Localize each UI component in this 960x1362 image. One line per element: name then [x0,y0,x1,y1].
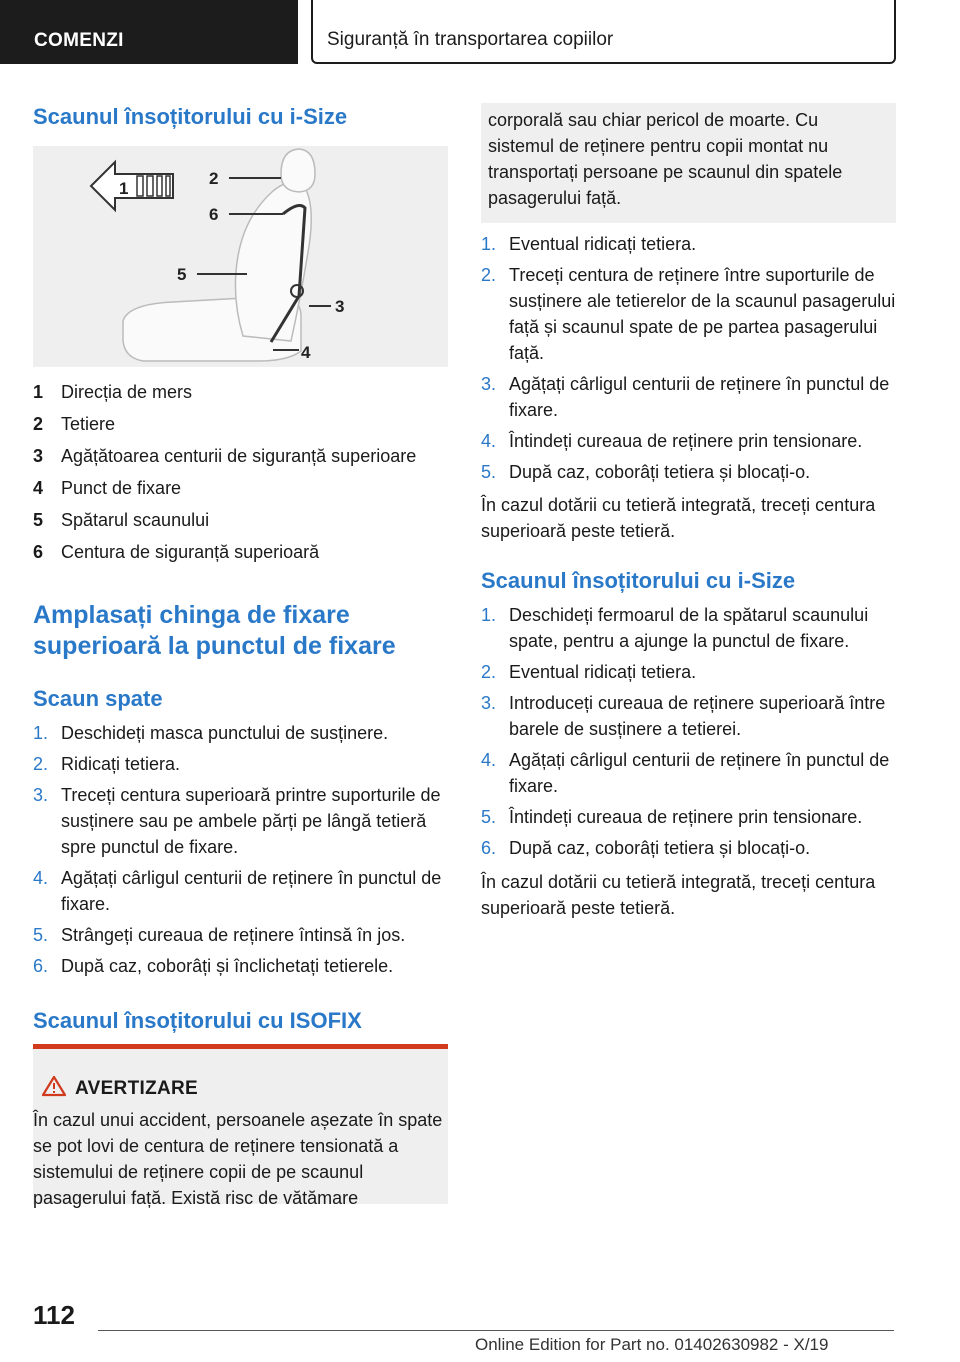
list-item: 1. Eventual ridicați tetiera. [481,234,697,254]
warning-box [33,1044,448,1208]
warning-text: În cazul unui accident, persoanele așezate în spate se pot lovi de centura de reținere tensionată a sistemului de reținere copii de pe scaunul pasagerului față. Există risc de vătămare [33,1110,443,1208]
chapter-title: Siguranță în transportarea copiilor [327,29,614,50]
list-item: 2. Ridicați tetiera. [33,754,181,774]
figure-legend [33,380,448,572]
list-item: 1. Deschideți masca punctului de susținere. [33,723,389,743]
seat-figure [33,146,448,367]
list-item: 6. După caz, coborâți și înclichetați tetierele. [33,956,394,976]
footer-edition: Online Edition for Part no. 01402630982 - X/19 [475,1335,829,1354]
rear-seat-steps [33,720,448,984]
list-item: 5. Strângeți cureaua de reținere întinsă în jos. [33,925,406,945]
list-item: 4. Întindeți cureaua de reținere prin tensionare. [481,431,863,451]
list-item: 2. Eventual ridicați tetiera. [481,662,697,682]
list-item: 3. Agățați cârligul centurii de reținere în punctul de fixare. [481,374,890,420]
legend-item: 3 Agățătoarea centurii de siguranță superioare [33,446,417,466]
list-item: 3. Introduceți cureaua de reținere superioară între barele de susținere a tetierei. [481,693,886,739]
footer-divider [98,1330,894,1331]
legend-item: 1 Direcția de mers [33,382,193,402]
legend-item: 6 Centura de siguranță superioară [33,542,320,562]
section-tab [0,0,298,64]
figure-label-6: 6 [209,205,219,224]
seat-illustration [33,146,448,367]
figure-label-4: 4 [301,343,311,362]
legend-item: 5 Spătarul scaunului [33,510,210,530]
figure-label-2: 2 [209,169,219,188]
list-item: 4. Agățați cârligul centurii de reținere în punctul de fixare. [481,750,890,796]
list-item: 3. Treceți centura superioară printre suporturile de susținere sau pe ambele părți pe lângă tetieră spre punctul de fixare. [33,785,441,857]
warning-title: AVERTIZARE [75,1078,198,1099]
list-item: 6. După caz, coborâți tetiera și blocați-o. [481,838,811,858]
heading-main: Amplasați chinga de fixare superioară la punctul de fixare [33,601,396,660]
heading-isize: Scaunul însoțitorului cu i-Size [33,104,348,129]
section-title: COMENZI [34,30,124,51]
list-item: 5. După caz, coborâți tetiera și blocați-o. [481,462,811,482]
figure-label-3: 3 [335,297,345,316]
page-number: 112 [33,1300,75,1330]
warning-box-continued: corporală sau chiar pericol de moarte. Cu sistemul de reținere pentru copii montat nu transportați persoane pe scaunul din spatele pasagerului față. [481,103,896,223]
heading-isofix: Scaunul însoțitorului cu ISOFIX [33,1008,362,1033]
heading-rear-seat: Scaun spate [33,686,163,711]
list-item: 2. Treceți centura de reținere între suporturile de susținere ale tetierelor de la scaunul pasagerului față și scaunul spate de pe partea pasagerului față. [481,265,896,363]
chapter-tab [311,0,896,64]
figure-label-5: 5 [177,265,187,284]
steps-list-b [481,602,896,866]
list-item: 5. Întindeți cureaua de reținere prin tensionare. [481,807,863,827]
note-a: În cazul dotării cu tetieră integrată, treceți centura superioară peste tetieră. [481,495,876,541]
warning-triangle-icon [41,1075,67,1097]
legend-item: 2 Tetiere [33,414,116,434]
list-item: 4. Agățați cârligul centurii de reținere în punctul de fixare. [33,868,442,914]
legend-item: 4 Punct de fixare [33,478,182,498]
steps-list-a [481,231,896,490]
list-item: 1. Deschideți fermoarul de la spătarul scaunului spate, pentru a ajunge la punctul de fixare. [481,605,869,651]
note-b: În cazul dotării cu tetieră integrată, treceți centura superioară peste tetieră. [481,872,876,918]
figure-label-1: 1 [119,179,129,198]
heading-isize-2: Scaunul însoțitorului cu i-Size [481,568,796,593]
